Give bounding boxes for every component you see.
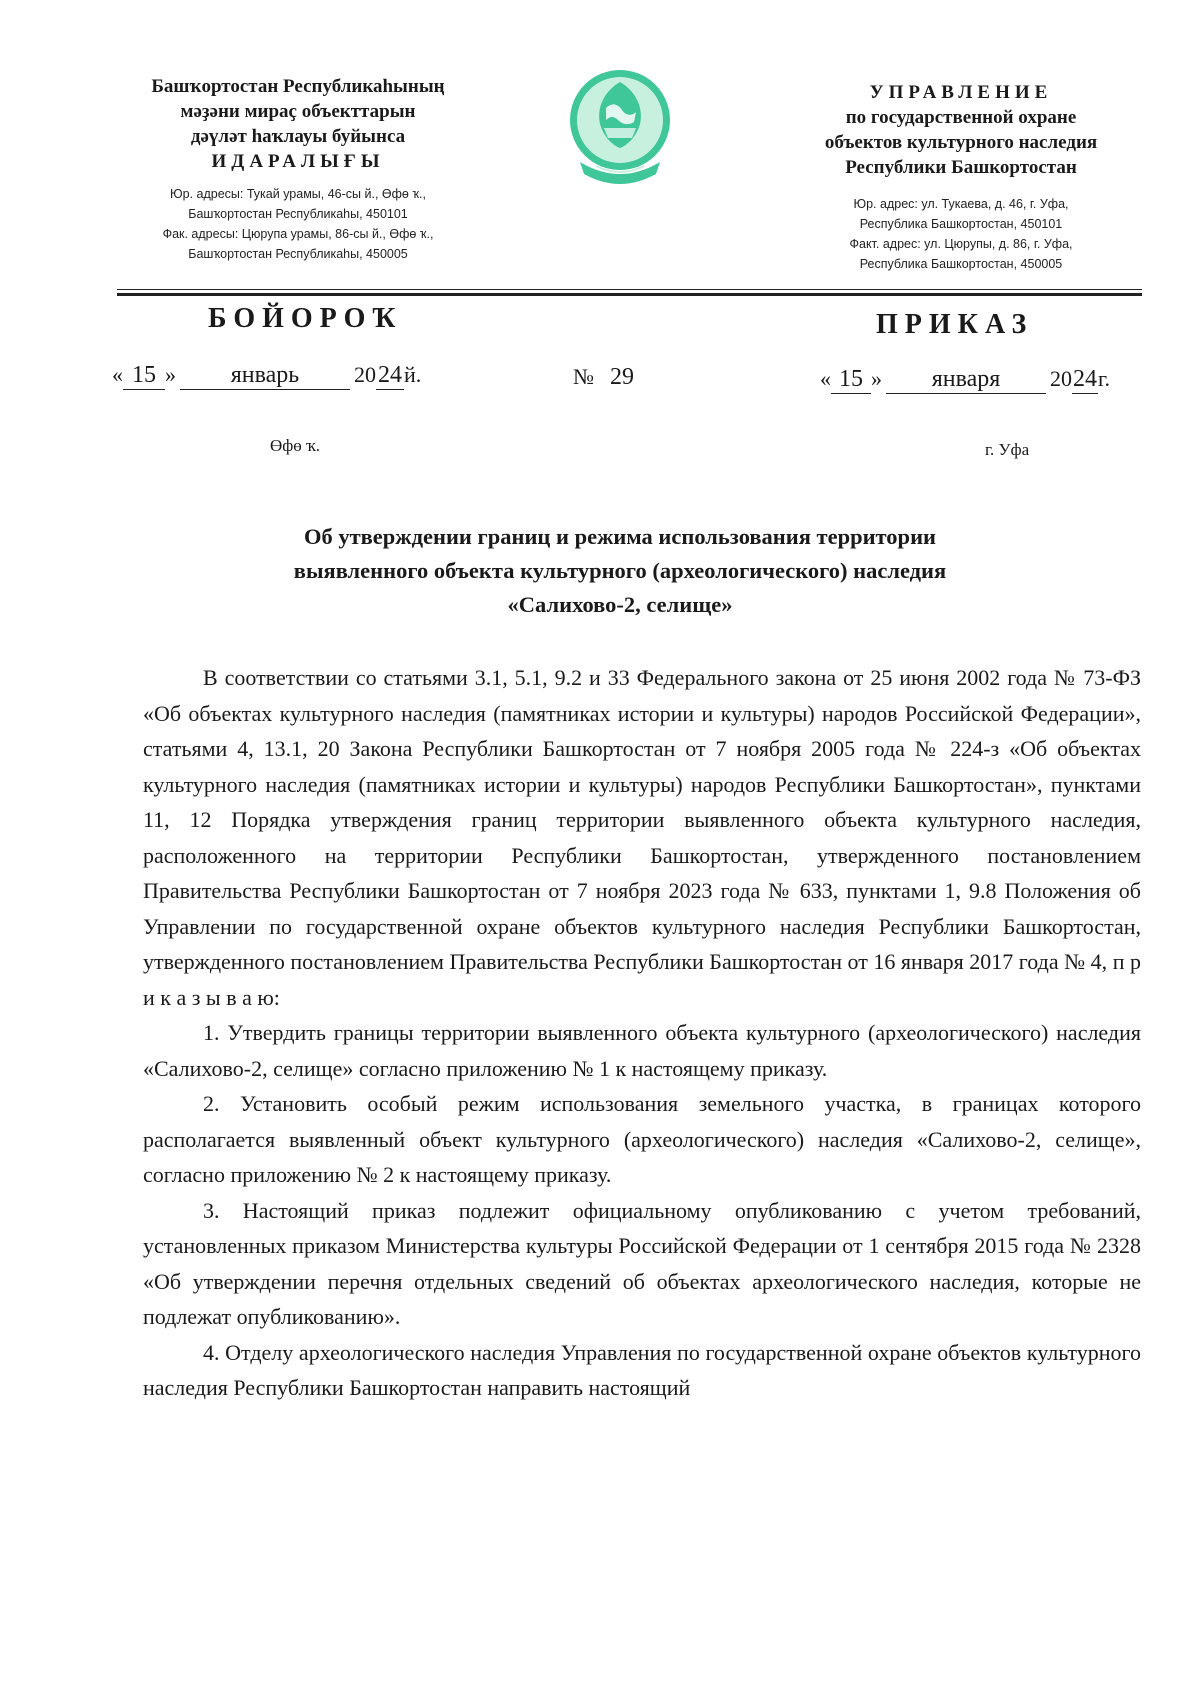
body-paragraph: В соответствии со статьями 3.1, 5.1, 9.2 и 33 Федерального закона от 25 июня 2002 года № 73-ФЗ «Об объектах культурного наследия (памятниках истории и культуры) народов Российской Федерации», статьями 4, 13.1, 20 Закона Республики Башкортостан от 7 ноября 2005 года № 224-з «Об объектах культурного наследия (памятниках истории и культуры) народов Республики Башкортостан», пунктами 11, 12 Порядка утверждения границ территории выявленного объекта культурного наследия, расположенного на территории Республики Башкортостан, утвержденного постановлением Правительства Республики Башкортостан от 7 ноября 2023 года № 633, пунктами 1, 9.8 Положения об Управлении по государственной охране объектов культурного наследия Республики Башкортостан, утвержденного постановлением Правительства Республики Башкортостан от 16 января 2017 года № 4, п р и к а з ы в а ю: <box>143 665 1141 1010</box>
date-month: январь <box>180 362 350 390</box>
address-line: Юр. адрес: ул. Тукаева, д. 46, г. Уфа, <box>853 197 1069 211</box>
title-line: выявленного объекта культурного (археологического) наследия <box>293 558 947 583</box>
org-name-ru-line: УПРАВЛЕНИЕ <box>869 82 1053 103</box>
address-ba <box>108 184 488 264</box>
body-paragraph: 2. Установить особый режим использования земельного участка, в границах которого располагается выявленный объект культурного (археологического) наследия «Салихово-2, селище», согласно приложению № 2 к настоящему приказу. <box>143 1091 1141 1187</box>
date-day: 15 <box>831 366 871 394</box>
org-name-ba-line: Башҡортостан Республикаһының <box>151 76 445 97</box>
org-name-ba-line: дәүләт һаҡлауы буйынса <box>190 126 406 147</box>
doc-number <box>573 364 634 391</box>
org-name-ru-line: по государственной охране <box>845 107 1077 128</box>
header-right <box>775 80 1147 274</box>
date-year-suffix: 24 <box>378 362 402 388</box>
address-ru <box>775 194 1147 274</box>
org-name-ru-line: объектов культурного наследия <box>824 132 1098 153</box>
quote-open: « <box>820 366 831 391</box>
address-line: Башҡортостан Республикаһы, 450101 <box>188 207 408 221</box>
date-suffix: г. <box>1098 366 1111 391</box>
quote-close: » <box>871 366 882 391</box>
document-body <box>143 660 1141 1406</box>
address-line: Фак. адресы: Цюрупа урамы, 86-сы й., Өфө ҡ., <box>162 227 434 241</box>
doc-kind-ru: ПРИКАЗ <box>876 309 1034 340</box>
title-line: Об утверждении границ и режима использования территории <box>303 524 937 549</box>
bashkortostan-emblem-icon <box>566 66 674 194</box>
date-month: января <box>886 366 1046 394</box>
date-year-prefix: 20 <box>354 362 376 387</box>
address-line: Республика Башкортостан, 450005 <box>859 257 1063 271</box>
title-line: «Салихово-2, селище» <box>507 592 733 617</box>
city-ba: Өфө ҡ. <box>270 436 321 455</box>
doc-kind-ba: БОЙОРОҠ <box>208 303 403 334</box>
body-paragraph: 3. Настоящий приказ подлежит официальному опубликованию с учетом требований, установленных приказом Министерства культуры Российской Федерации от 1 сентября 2015 года № 2328 «Об утверждении перечня отдельных сведений об объектах археологического наследия, которые не подлежат опубликованию». <box>143 1197 1141 1329</box>
address-line: Республика Башкортостан, 450101 <box>859 217 1063 231</box>
body-paragraph: 4. Отделу археологического наследия Управления по государственной охране объектов культурного наследия Республики Башкортостан направить настоящий <box>143 1339 1141 1400</box>
number-sign: № <box>573 364 594 389</box>
org-name-ba-line: ИДАРАЛЫҒЫ <box>211 151 385 172</box>
date-suffix: й. <box>404 362 422 387</box>
header-divider-thick <box>117 293 1142 296</box>
date-day: 15 <box>123 362 165 390</box>
city-ru: г. Уфа <box>985 440 1030 459</box>
date-ru <box>820 366 1110 394</box>
header-left <box>108 74 488 264</box>
document-title <box>180 520 1060 622</box>
number-value: 29 <box>610 364 634 390</box>
date-ba <box>112 362 421 390</box>
header-divider-thin <box>117 289 1142 290</box>
address-line: Юр. адресы: Тукай урамы, 46-сы й., Өфө ҡ., <box>170 187 426 201</box>
body-paragraph: 1. Утвердить границы территории выявленного объекта культурного (археологического) наследия «Салихово-2, селище» согласно приложению № 1 к настоящему приказу. <box>143 1020 1141 1081</box>
address-line: Факт. адрес: ул. Цюрупы, д. 86, г. Уфа, <box>849 237 1073 251</box>
date-year-suffix: 24 <box>1073 366 1097 392</box>
date-year-prefix: 20 <box>1050 366 1072 391</box>
quote-close: » <box>165 362 176 387</box>
address-line: Башҡортостан Республикаһы, 450005 <box>188 247 408 261</box>
quote-open: « <box>112 362 123 387</box>
org-name-ru-line: Республики Башкортостан <box>845 157 1077 178</box>
org-name-ba-line: мәҙәни мираҫ объекттарын <box>180 101 416 122</box>
